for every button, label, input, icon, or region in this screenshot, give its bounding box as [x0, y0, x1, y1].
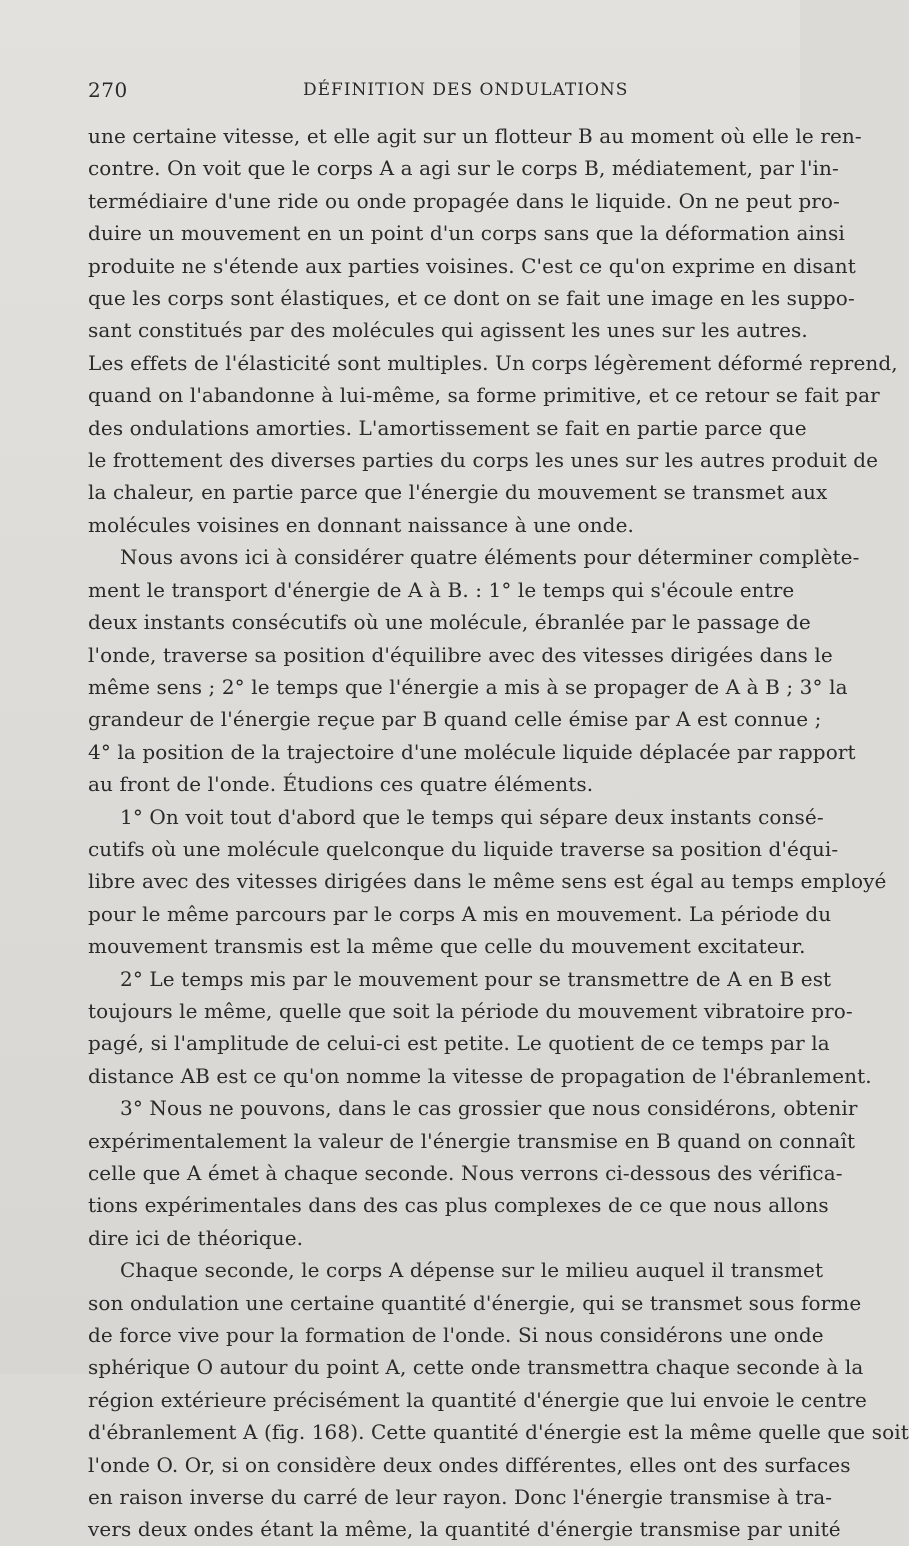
text-line: dire ici de théorique.: [88, 1225, 304, 1250]
text-line: en raison inverse du carré de leur rayon. Donc l'énergie transmise à tra-: [88, 1485, 833, 1510]
text-line: pour le même parcours par le corps A mis en mouvement. La période du: [88, 901, 832, 926]
text-line: libre avec des vitesses dirigées dans le même sens est égal au temps employé: [88, 869, 887, 894]
text-line: 1° On voit tout d'abord que le temps qui sépare deux instants consé-: [120, 804, 824, 829]
text-line: région extérieure précisément la quantité d'énergie que lui envoie le centre: [88, 1387, 867, 1412]
text-line: une certaine vitesse, et elle agit sur un flotteur B au moment où elle le ren-: [88, 124, 862, 148]
text-line: quand on l'abandonne à lui-même, sa forme primitive, et ce retour se fait par: [88, 383, 880, 408]
text-line: que les corps sont élastiques, et ce dont on se fait une image en les suppo-: [88, 286, 855, 311]
text-line: deux instants consécutifs où une molécule, ébranlée par le passage de: [88, 610, 811, 635]
running-title: DÉFINITION DES ONDULATIONS: [303, 80, 629, 100]
text-line: d'ébranlement A (fig. 168). Cette quantité d'énergie est la même quelle que soit: [88, 1420, 909, 1445]
text-line: distance AB est ce qu'on nomme la vitesse de propagation de l'ébranlement.: [88, 1063, 872, 1088]
text-line: au front de l'onde. Étudions ces quatre éléments.: [88, 772, 594, 797]
text-line: duire un mouvement en un point d'un corps sans que la déformation ainsi: [88, 221, 845, 246]
text-line: Les effets de l'élasticité sont multiples. Un corps légèrement déformé reprend,: [88, 350, 898, 375]
text-line: contre. On voit que le corps A a agi sur le corps B, médiatement, par l'in-: [88, 156, 839, 181]
text-line: sant constitués par des molécules qui agissent les unes sur les autres.: [88, 318, 808, 343]
text-line: 4° la position de la trajectoire d'une molécule liquide déplacée par rapport: [88, 739, 856, 764]
text-line: toujours le même, quelle que soit la période du mouvement vibratoire pro-: [88, 998, 853, 1023]
text-line: grandeur de l'énergie reçue par B quand celle émise par A est connue ;: [88, 707, 822, 732]
text-line: Chaque seconde, le corps A dépense sur le milieu auquel il transmet: [120, 1258, 824, 1283]
text-line: sphérique O autour du point A, cette onde transmettra chaque seconde à la: [88, 1355, 864, 1380]
text-line: cutifs où une molécule quelconque du liquide traverse sa position d'équi-: [88, 836, 839, 861]
text-line: son ondulation une certaine quantité d'énergie, qui se transmet sous forme: [88, 1290, 862, 1315]
text-line: l'onde, traverse sa position d'équilibre avec des vitesses dirigées dans le: [88, 642, 833, 667]
text-line: celle que A émet à chaque seconde. Nous verrons ci-dessous des vérifica-: [88, 1161, 843, 1185]
text-line: même sens ; 2° le temps que l'énergie a mis à se propager de A à B ; 3° la: [88, 674, 848, 699]
text-line: mouvement transmis est la même que celle du mouvement excitateur.: [88, 934, 806, 959]
text-line: pagé, si l'amplitude de celui-ci est petite. Le quotient de ce temps par la: [88, 1031, 830, 1056]
text-line: ment le transport d'énergie de A à B. : 1° le temps qui s'écoule entre: [88, 577, 795, 602]
text-line: produite ne s'étende aux parties voisines. C'est ce qu'on exprime en disant: [88, 253, 856, 278]
text-line: vers deux ondes étant la même, la quantité d'énergie transmise par unité: [88, 1517, 841, 1542]
text-line: 3° Nous ne pouvons, dans le cas grossier que nous considérons, obtenir: [120, 1096, 858, 1121]
text-line: Nous avons ici à considérer quatre éléments pour déterminer complète-: [120, 545, 860, 570]
text-line: tions expérimentales dans des cas plus complexes de ce que nous allons: [88, 1193, 829, 1218]
text-line: termédiaire d'une ride ou onde propagée dans le liquide. On ne peut pro-: [88, 188, 840, 213]
text-line: des ondulations amorties. L'amortissement se fait en partie parce que: [88, 415, 807, 440]
text-line: l'onde O. Or, si on considère deux ondes différentes, elles ont des surfaces: [88, 1452, 851, 1477]
text-line: la chaleur, en partie parce que l'énergie du mouvement se transmet aux: [88, 480, 828, 505]
text-line: expérimentalement la valeur de l'énergie transmise en B quand on connaît: [88, 1128, 856, 1153]
running-head: [88, 78, 768, 102]
text-line: molécules voisines en donnant naissance à une onde.: [88, 512, 634, 537]
page-number: 270: [88, 78, 128, 102]
text-line: le frottement des diverses parties du corps les unes sur les autres produit de: [88, 448, 879, 473]
body-text: [88, 120, 909, 1546]
text-line: 2° Le temps mis par le mouvement pour se transmettre de A en B est: [120, 966, 832, 991]
text-line: de force vive pour la formation de l'onde. Si nous considérons une onde: [88, 1323, 824, 1348]
